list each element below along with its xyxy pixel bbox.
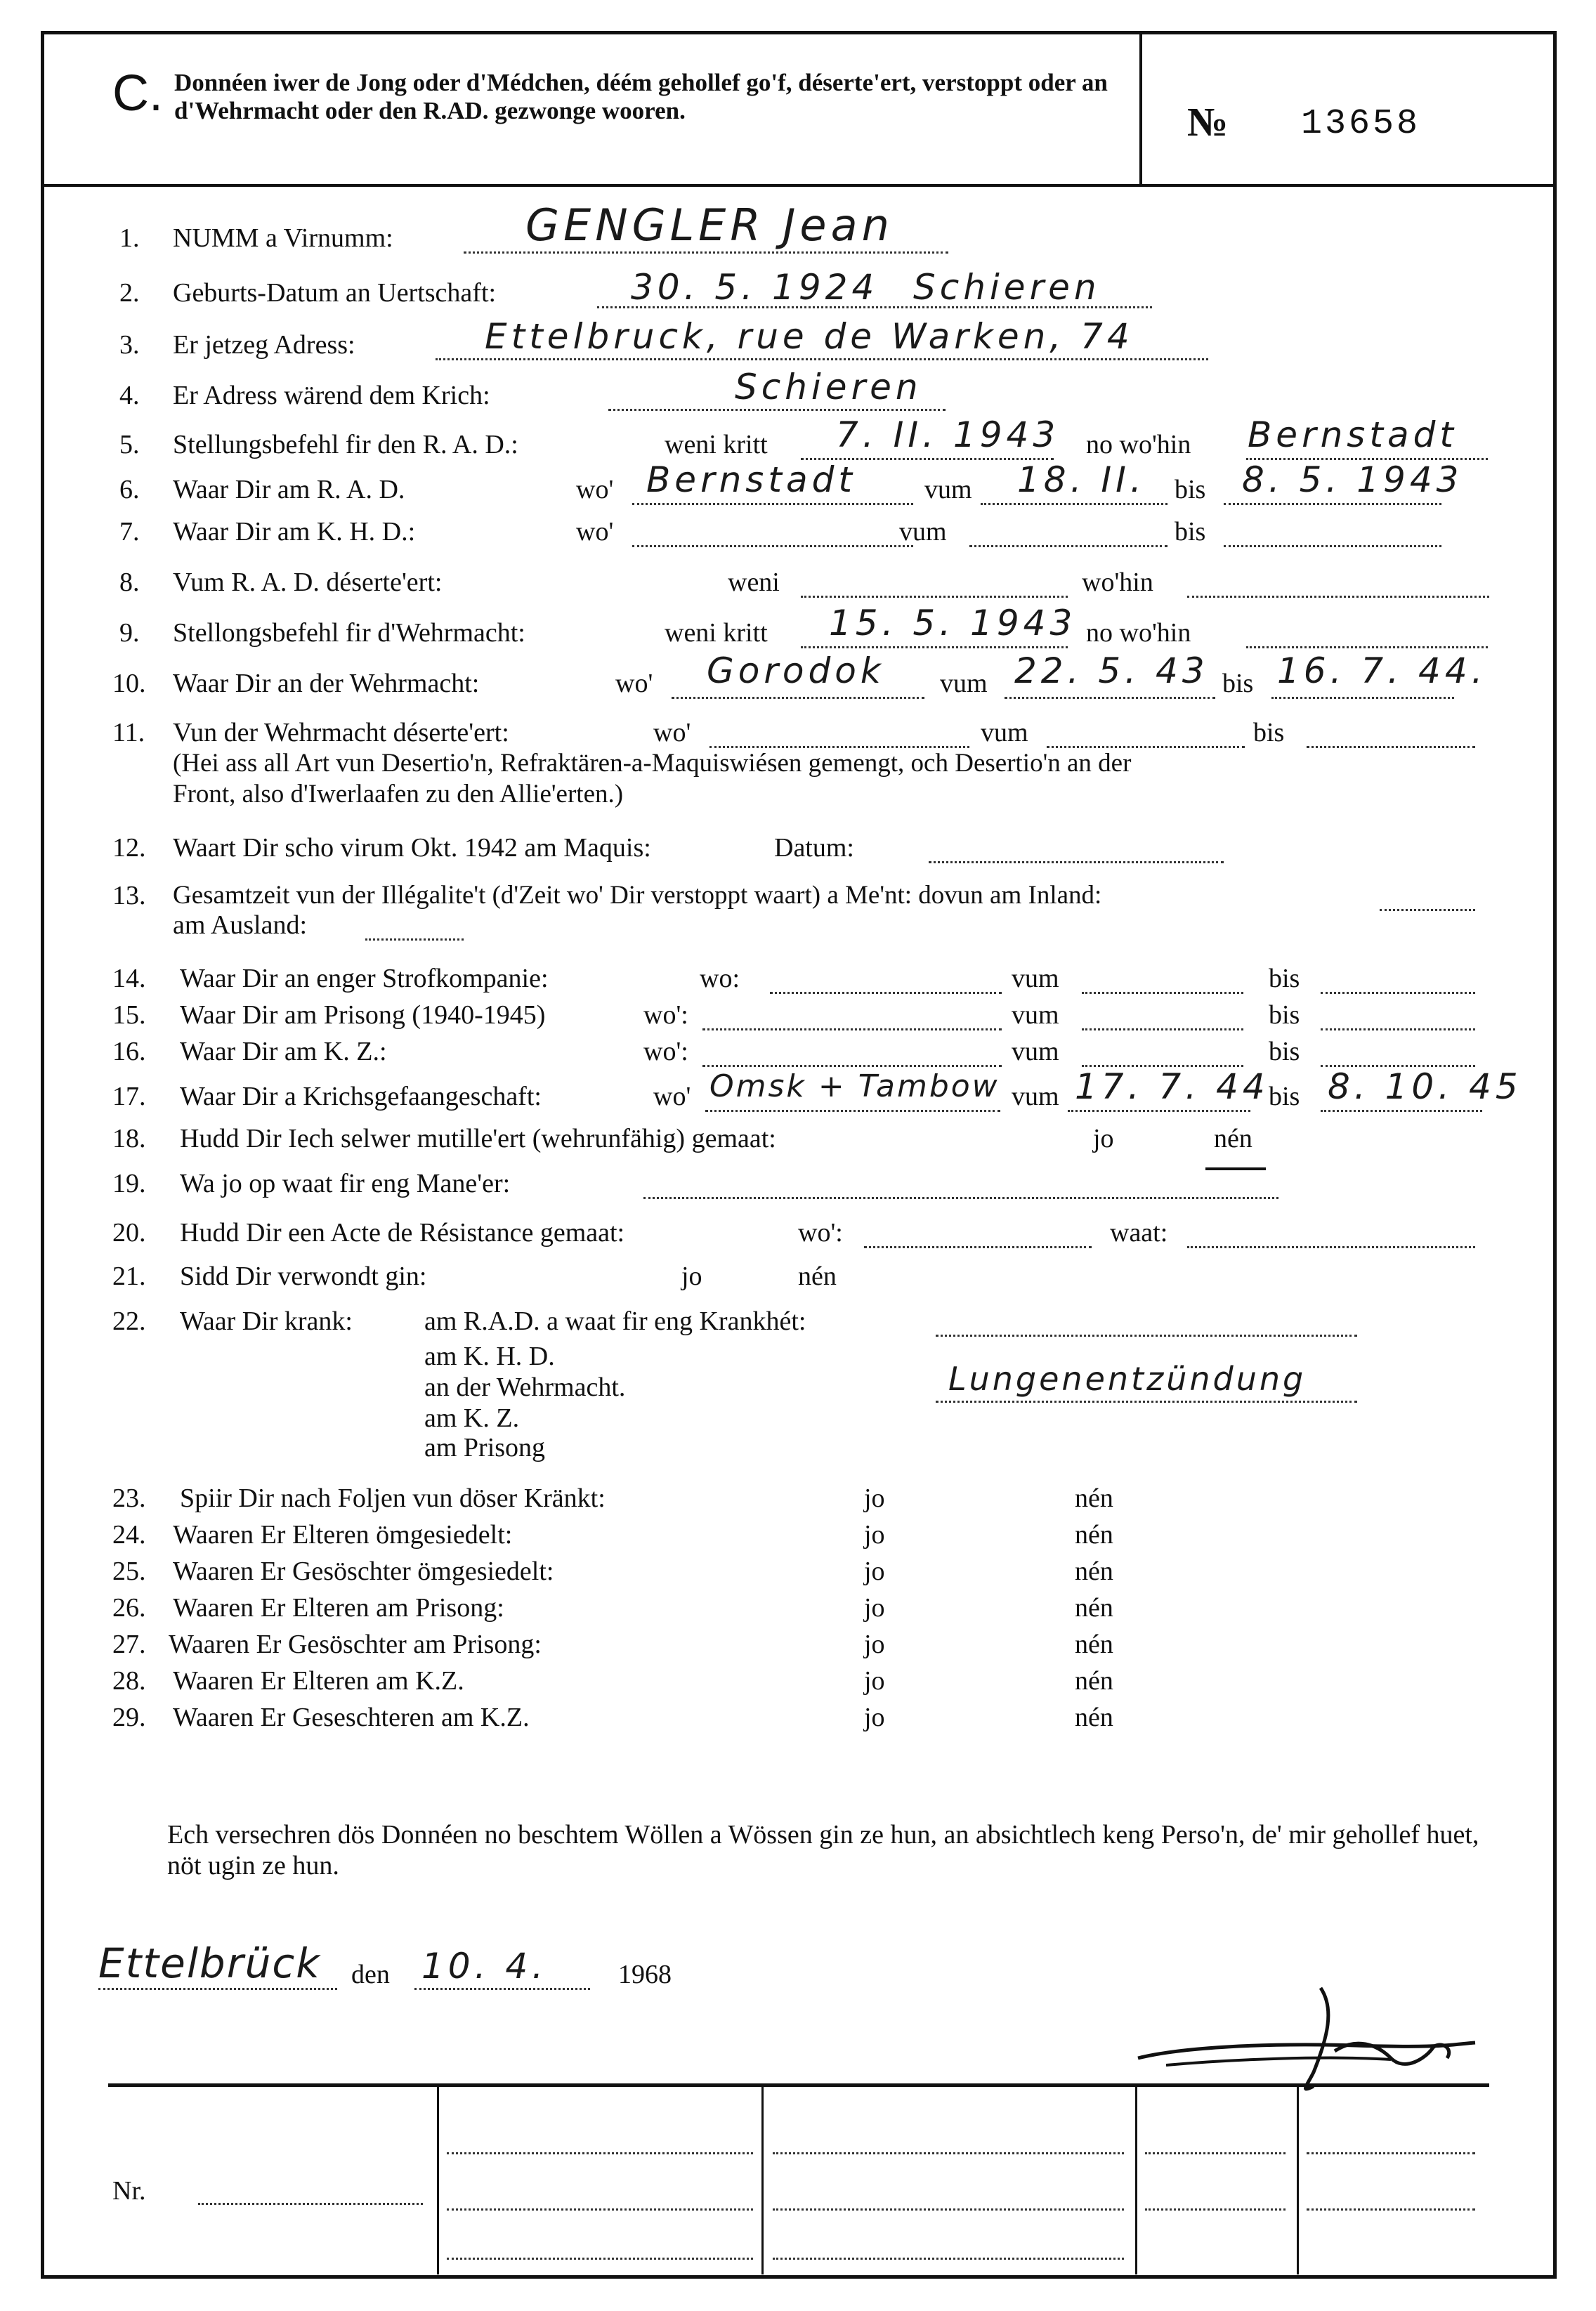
q10-to-dots	[1271, 697, 1454, 699]
footer-dots-5	[447, 2208, 753, 2211]
q10-from-dots	[1005, 697, 1215, 699]
q11-to-dots	[1307, 746, 1475, 748]
q28-no: nén	[1075, 1666, 1113, 1696]
footer-col-divider-3	[1135, 2086, 1137, 2274]
q23-yes: jo	[864, 1484, 885, 1513]
q17-to-label: bis	[1269, 1082, 1300, 1111]
footer-col-divider-4	[1297, 2086, 1299, 2274]
q7-label: Waar Dir am K. H. D.:	[173, 517, 416, 546]
q24-label: Waaren Er Elteren ömgesiedelt:	[173, 1520, 513, 1550]
q27-label: Waaren Er Gesöschter am Prisong:	[169, 1630, 542, 1659]
q6-where-dots	[632, 503, 913, 505]
q23-number: 23.	[112, 1484, 146, 1513]
section-letter: C.	[112, 65, 163, 122]
footer-dots-4	[1307, 2152, 1475, 2154]
q8-where-dots	[1187, 596, 1489, 598]
q14-to-dots	[1321, 992, 1475, 994]
q21-number: 21.	[112, 1262, 146, 1291]
q22-number: 22.	[112, 1307, 146, 1336]
q22-illness: Lungenentzündung	[948, 1360, 1307, 1398]
q6-from: 18. II.	[1017, 459, 1146, 500]
q4-value: Schieren	[735, 367, 922, 407]
q17-place: Omsk + Tambow	[709, 1068, 1000, 1104]
q1-label: NUMM a Virnumm:	[173, 223, 393, 253]
q5-when-label: weni kritt	[665, 430, 768, 459]
header-divider	[41, 184, 1557, 187]
q12-number: 12.	[112, 833, 146, 863]
q17-to-dots	[1321, 1110, 1482, 1112]
number-sign: №	[1187, 99, 1229, 145]
q17-number: 17.	[112, 1082, 146, 1111]
signing-date-dots	[414, 1988, 590, 1990]
q10-label: Waar Dir an der Wehrmacht:	[173, 669, 480, 698]
q24-number: 24.	[112, 1520, 146, 1550]
q11-from-dots	[1047, 746, 1245, 748]
q4-dots	[608, 409, 946, 411]
q11-number: 11.	[112, 718, 145, 747]
q17-from-dots	[1068, 1110, 1250, 1112]
header-vertical-divider	[1139, 34, 1142, 184]
q5-number: 5.	[119, 430, 140, 459]
q17-where-label: wo'	[653, 1082, 691, 1111]
q17-label: Waar Dir a Krichsgefaangeschaft:	[180, 1082, 542, 1111]
q22-khd-label: am K. H. D.	[424, 1342, 555, 1371]
q25-yes: jo	[864, 1557, 885, 1586]
q11-where-dots	[709, 746, 969, 748]
q26-no: nén	[1075, 1593, 1113, 1623]
q9-number: 9.	[119, 618, 140, 648]
q14-from-label: vum	[1012, 964, 1059, 993]
footer-nr-label: Nr.	[112, 2176, 146, 2206]
q20-what-label: waat:	[1110, 1218, 1168, 1248]
q13-abroad-label: am Ausland:	[173, 910, 308, 940]
footer-dots-3	[1145, 2152, 1286, 2154]
footer-col-divider-1	[437, 2086, 439, 2274]
q6-number: 6.	[119, 475, 140, 504]
q9-where-dots	[1246, 646, 1488, 648]
q11-from-label: vum	[981, 718, 1028, 747]
q26-number: 26.	[112, 1593, 146, 1623]
footer-top-rule	[108, 2083, 1489, 2087]
q16-where-dots	[702, 1065, 1002, 1067]
q7-where-dots	[632, 545, 913, 547]
q18-no-underline	[1205, 1167, 1266, 1170]
q13-inland-dots	[1380, 909, 1475, 911]
q15-from-label: vum	[1012, 1000, 1059, 1030]
q6-where-label: wo'	[576, 475, 614, 504]
q15-to-label: bis	[1269, 1000, 1300, 1030]
q8-label: Vum R. A. D. déserte'ert:	[173, 568, 443, 597]
q14-number: 14.	[112, 964, 146, 993]
footer-nr-dots	[198, 2203, 423, 2205]
q16-label: Waar Dir am K. Z.:	[180, 1037, 387, 1066]
q3-dots	[436, 358, 1208, 360]
q22-rad-label: am R.A.D. a waat fir eng Krankhét:	[424, 1307, 806, 1336]
q7-from-dots	[969, 545, 1167, 547]
q19-label: Wa jo op waat fir eng Mane'er:	[180, 1169, 511, 1198]
q27-yes: jo	[864, 1630, 885, 1659]
q20-where-label: wo':	[798, 1218, 843, 1248]
q15-where-dots	[702, 1028, 1002, 1030]
q19-dots	[643, 1197, 1278, 1199]
footer-dots-9	[447, 2258, 753, 2260]
q20-what-dots	[1187, 1246, 1475, 1248]
q3-value: Ettelbruck, rue de Warken, 74	[485, 316, 1134, 357]
q26-label: Waaren Er Elteren am Prisong:	[173, 1593, 504, 1623]
q7-to-label: bis	[1175, 517, 1206, 546]
q19-number: 19.	[112, 1169, 146, 1198]
q5-date: 7. II. 1943	[836, 414, 1060, 455]
q13-label: Gesamtzeit vun der Illégalite't (d'Zeit wo' Dir verstoppt waart) a Me'nt: dovun am Inland:	[173, 881, 1102, 910]
q15-label: Waar Dir am Prisong (1940-1945)	[180, 1000, 546, 1030]
q21-label: Sidd Dir verwondt gin:	[180, 1262, 427, 1291]
footer-dots-6	[773, 2208, 1124, 2211]
q12-label: Waart Dir scho virum Okt. 1942 am Maquis:	[173, 833, 651, 863]
q10-to-label: bis	[1222, 669, 1254, 698]
q9-label: Stellongsbefehl fir d'Wehrmacht:	[173, 618, 525, 648]
q26-yes: jo	[864, 1593, 885, 1623]
q28-number: 28.	[112, 1666, 146, 1696]
signing-year: 1968	[618, 1960, 672, 1989]
q9-when-dots	[801, 646, 1068, 648]
q2-place: Schieren	[913, 267, 1101, 308]
q6-from-label: vum	[924, 475, 972, 504]
q25-label: Waaren Er Gesöschter ömgesiedelt:	[173, 1557, 554, 1586]
q20-label: Hudd Dir een Acte de Résistance gemaat:	[180, 1218, 625, 1248]
q27-number: 27.	[112, 1630, 146, 1659]
q15-from-dots	[1082, 1028, 1243, 1030]
q23-no: nén	[1075, 1484, 1113, 1513]
q18-yes: jo	[1093, 1124, 1114, 1153]
q29-number: 29.	[112, 1703, 146, 1732]
q5-where-label: no wo'hin	[1086, 430, 1191, 459]
q4-label: Er Adress wärend dem Krich:	[173, 381, 490, 410]
q15-number: 15.	[112, 1000, 146, 1030]
q25-no: nén	[1075, 1557, 1113, 1586]
q10-where-label: wo'	[615, 669, 653, 698]
form-number: 13658	[1301, 104, 1421, 144]
q27-no: nén	[1075, 1630, 1113, 1659]
q22-label: Waar Dir krank:	[180, 1307, 353, 1336]
footer-dots-2	[773, 2152, 1124, 2154]
q6-label: Waar Dir am R. A. D.	[173, 475, 405, 504]
q28-yes: jo	[864, 1666, 885, 1696]
q10-to: 16. 7. 44.	[1277, 650, 1487, 691]
q29-yes: jo	[864, 1703, 885, 1732]
q24-no: nén	[1075, 1520, 1113, 1550]
q7-to-dots	[1224, 545, 1441, 547]
q12-date-label: Datum:	[774, 833, 854, 863]
section-title: Donnéen iwer de Jong oder d'Médchen, déém gehollef go'f, déserte'ert, verstoppt oder an d'Wehrmacht oder den R.AD. gezwonge wooren.	[174, 69, 1108, 124]
q15-where-label: wo':	[643, 1000, 688, 1030]
q5-label: Stellungsbefehl fir den R. A. D.:	[173, 430, 518, 459]
q16-to-label: bis	[1269, 1037, 1300, 1066]
q8-when-label: weni	[728, 568, 780, 597]
q14-where-label: wo:	[700, 964, 740, 993]
q14-to-label: bis	[1269, 964, 1300, 993]
footer-dots-1	[447, 2152, 753, 2154]
q21-yes: jo	[681, 1262, 702, 1291]
q1-value: GENGLER Jean	[525, 199, 894, 251]
q7-number: 7.	[119, 517, 140, 546]
q21-no: nén	[798, 1262, 837, 1291]
declaration-text: Ech versechren dös Donnéen no beschtem Wöllen a Wössen gin ze hun, an absichtlech keng Perso'n, de' mir gehollef huet, nöt ugin ze hun.	[167, 1820, 1479, 1880]
q22-rad-dots	[936, 1335, 1357, 1337]
footer-dots-8	[1307, 2208, 1475, 2211]
q3-number: 3.	[119, 330, 140, 360]
q28-label: Waaren Er Elteren am K.Z.	[173, 1666, 464, 1696]
q14-where-dots	[770, 992, 1002, 994]
q9-where-label: no wo'hin	[1086, 618, 1191, 648]
q8-when-dots	[801, 596, 1068, 598]
q14-label: Waar Dir an enger Strofkompanie:	[180, 964, 549, 993]
q2-date: 30. 5. 1924	[631, 267, 879, 308]
q17-to: 8. 10. 45	[1328, 1066, 1522, 1107]
signing-place-dots	[98, 1988, 337, 1990]
q29-label: Waaren Er Geseschteren am K.Z.	[173, 1703, 530, 1732]
q18-number: 18.	[112, 1124, 146, 1153]
q11-to-label: bis	[1253, 718, 1285, 747]
q1-number: 1.	[119, 223, 140, 253]
q22-kz-label: am K. Z.	[424, 1403, 520, 1433]
q8-number: 8.	[119, 568, 140, 597]
signing-den: den	[351, 1960, 390, 1989]
signing-date: 10. 4.	[421, 1946, 548, 1986]
footer-dots-10	[773, 2258, 1124, 2260]
q11-where-label: wo'	[653, 718, 691, 747]
q29-no: nén	[1075, 1703, 1113, 1732]
q14-from-dots	[1082, 992, 1243, 994]
q24-yes: jo	[864, 1520, 885, 1550]
q23-label: Spiir Dir nach Foljen vun döser Kränkt:	[180, 1484, 606, 1513]
q15-to-dots	[1321, 1028, 1475, 1030]
q10-where-dots	[672, 697, 924, 699]
q6-to: 8. 5. 1943	[1242, 459, 1463, 500]
q22-prison-label: am Prisong	[424, 1433, 546, 1462]
q7-where-label: wo'	[576, 517, 614, 546]
q16-number: 16.	[112, 1037, 146, 1066]
q10-from-label: vum	[940, 669, 988, 698]
q2-number: 2.	[119, 278, 140, 308]
q11-note-line2: Front, also d'Iwerlaafen zu den Allie'erten.)	[173, 780, 624, 808]
q6-from-dots	[981, 503, 1167, 505]
q9-date: 15. 5. 1943	[829, 603, 1077, 643]
q9-when-label: weni kritt	[665, 618, 768, 648]
q18-label: Hudd Dir Iech selwer mutille'ert (wehrunfähig) gemaat:	[180, 1124, 776, 1153]
q5-place: Bernstadt	[1248, 414, 1458, 455]
q25-number: 25.	[112, 1557, 146, 1586]
q12-date-dots	[929, 861, 1224, 863]
q10-place: Gorodok	[707, 650, 885, 691]
q13-abroad-dots	[365, 938, 464, 941]
q17-where-dots	[705, 1110, 1000, 1112]
q16-from-label: vum	[1012, 1037, 1059, 1066]
q11-label: Vun der Wehrmacht déserte'ert:	[173, 718, 509, 747]
q4-number: 4.	[119, 381, 140, 410]
q22-wehrmacht-label: an der Wehrmacht.	[424, 1373, 626, 1402]
q1-dots	[464, 251, 948, 254]
footer-dots-7	[1145, 2208, 1286, 2211]
q20-number: 20.	[112, 1218, 146, 1248]
q2-label: Geburts-Datum an Uertschaft:	[173, 278, 497, 308]
q17-from-label: vum	[1012, 1082, 1059, 1111]
q10-number: 10.	[112, 669, 146, 698]
q3-label: Er jetzeg Adress:	[173, 330, 355, 360]
q10-from: 22. 5. 43	[1014, 650, 1209, 691]
q16-where-label: wo':	[643, 1037, 688, 1066]
q20-where-dots	[864, 1246, 1092, 1248]
q18-no: nén	[1214, 1124, 1252, 1153]
q11-note-line1: (Hei ass all Art vun Desertio'n, Refraktären-a-Maquiswiésen gemengt, och Desertio'n an der	[173, 749, 1132, 778]
q13-number: 13.	[112, 881, 146, 910]
q8-where-label: wo'hin	[1082, 568, 1153, 597]
q17-from: 17. 7. 44	[1075, 1066, 1269, 1107]
q6-to-dots	[1224, 503, 1441, 505]
q7-from-label: vum	[899, 517, 947, 546]
q22-wehrmacht-dots	[936, 1401, 1357, 1403]
q6-to-label: bis	[1175, 475, 1206, 504]
q6-place: Bernstadt	[646, 459, 856, 500]
footer-col-divider-2	[761, 2086, 764, 2274]
signing-place: Ettelbrück	[98, 1939, 321, 1987]
